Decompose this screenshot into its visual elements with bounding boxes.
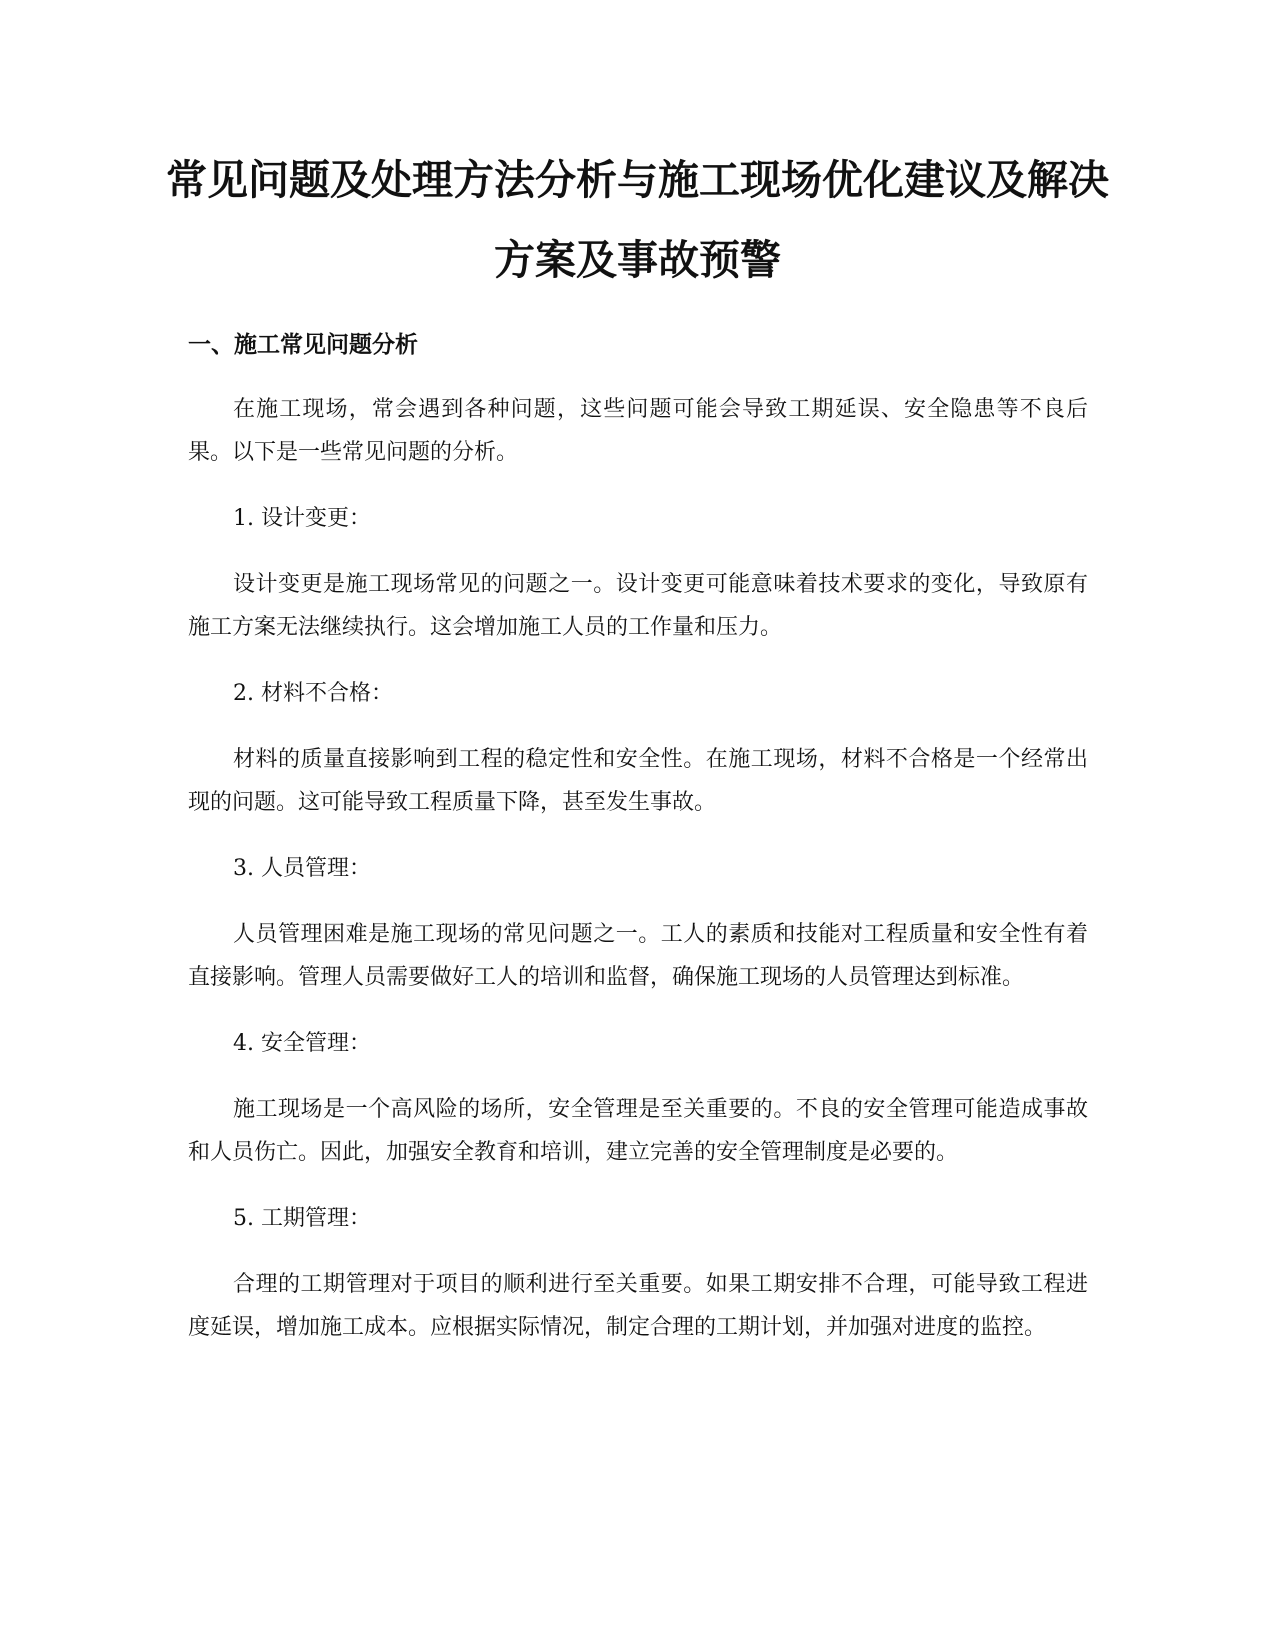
item-text-personnel-management: 人员管理困难是施工现场的常见问题之一。工人的素质和技能对工程质量和安全性有着直接影响。管理人员需要做好工人的培训和监督，确保施工现场的人员管理达到标准。 [188, 922, 1088, 990]
document-title: 常见问题及处理方法分析与施工现场优化建议及解决方案及事故预警 [166, 156, 1109, 284]
item-label-personnel-management: 3. 人员管理： [233, 856, 371, 881]
section-heading: 一、施工常见问题分析 [188, 332, 418, 358]
item-text-material-quality: 材料的质量直接影响到工程的稳定性和安全性。在施工现场，材料不合格是一个经常出现的问题。这可能导致工程质量下降，甚至发生事故。 [188, 747, 1088, 815]
item-label-material-quality: 2. 材料不合格： [233, 681, 393, 706]
item-label-safety-management: 4. 安全管理： [233, 1031, 371, 1056]
item-text-safety-management: 施工现场是一个高风险的场所，安全管理是至关重要的。不良的安全管理可能造成事故和人员伤亡。因此，加强安全教育和培训，建立完善的安全管理制度是必要的。 [188, 1097, 1088, 1165]
section-body [188, 388, 1088, 1349]
item-label-design-change: 1. 设计变更： [233, 506, 371, 531]
intro-paragraph: 在施工现场，常会遇到各种问题，这些问题可能会导致工期延误、安全隐患等不良后果。以下是一些常见问题的分析。 [188, 397, 1088, 465]
item-text-design-change: 设计变更是施工现场常见的问题之一。设计变更可能意味着技术要求的变化，导致原有施工方案无法继续执行。这会增加施工人员的工作量和压力。 [188, 572, 1088, 640]
item-label-schedule-management: 5. 工期管理： [233, 1206, 371, 1231]
item-text-schedule-management: 合理的工期管理对于项目的顺利进行至关重要。如果工期安排不合理，可能导致工程进度延误，增加施工成本。应根据实际情况，制定合理的工期计划，并加强对进度的监控。 [188, 1272, 1088, 1340]
